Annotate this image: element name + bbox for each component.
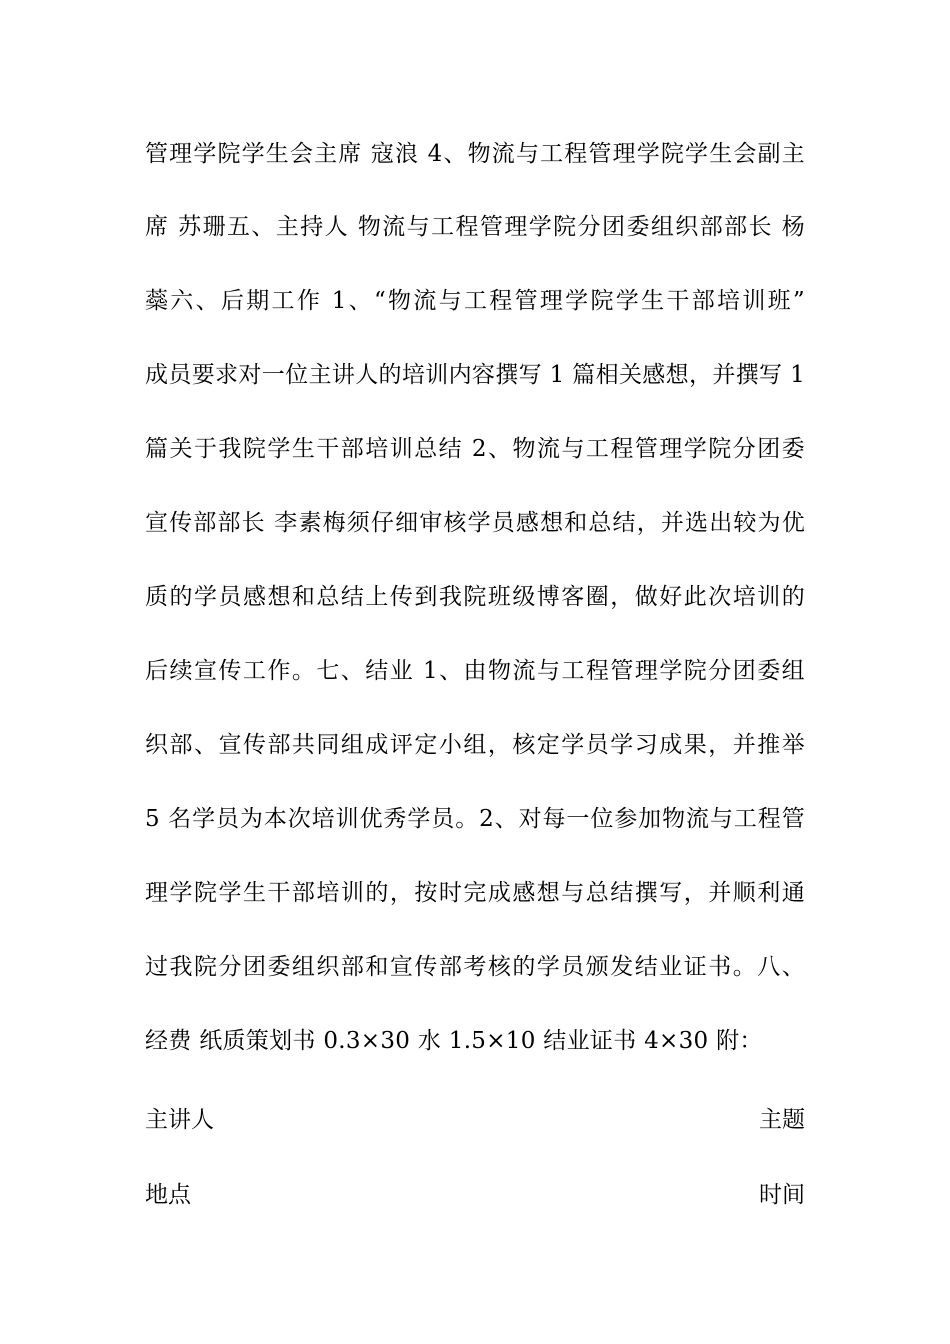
body-text-line: 质的学员感想和总结上传到我院班级博客圈，做好此次培训的 bbox=[145, 584, 805, 610]
table-row bbox=[145, 1104, 805, 1136]
body-text-line: 5 名学员为本次培训优秀学员。2、对每一位参加物流与工程管 bbox=[145, 806, 805, 832]
table-cell-location: 地点 bbox=[145, 1182, 191, 1208]
body-text-line: 篇关于我院学生干部培训总结 2、物流与工程管理学院分团委 bbox=[145, 436, 805, 462]
body-text-line: 织部、宣传部共同组成评定小组，核定学员学习成果，并推举 bbox=[145, 732, 805, 758]
table-cell-time: 时间 bbox=[759, 1182, 805, 1208]
body-text-line: 后续宣传工作。七、结业 1、由物流与工程管理学院分团委组 bbox=[145, 658, 805, 684]
table-cell-speaker: 主讲人 bbox=[145, 1107, 214, 1133]
body-text-line: 过我院分团委组织部和宣传部考核的学员颁发结业证书。八、 bbox=[145, 954, 805, 980]
body-text-line: 管理学院学生会主席 寇浪 4、物流与工程管理学院学生会副主 bbox=[145, 141, 805, 167]
body-text-line: 宣传部部长 李素梅须仔细审核学员感想和总结，并选出较为优 bbox=[145, 510, 805, 536]
body-text-line: 席 苏珊五、主持人 物流与工程管理学院分团委组织部部长 杨 bbox=[145, 214, 805, 240]
table-cell-topic: 主题 bbox=[759, 1107, 805, 1133]
body-text-line: 成员要求对一位主讲人的培训内容撰写 1 篇相关感想，并撰写 1 bbox=[145, 362, 805, 388]
table-row bbox=[145, 1179, 805, 1211]
body-text-line: 理学院学生干部培训的，按时完成感想与总结撰写，并顺利通 bbox=[145, 880, 805, 906]
body-text-line: 蘂六、后期工作 1、“物流与工程管理学院学生干部培训班” bbox=[145, 288, 805, 314]
body-text-line: 经费 纸质策划书 0.3×30 水 1.5×10 结业证书 4×30 附： bbox=[145, 1028, 763, 1054]
